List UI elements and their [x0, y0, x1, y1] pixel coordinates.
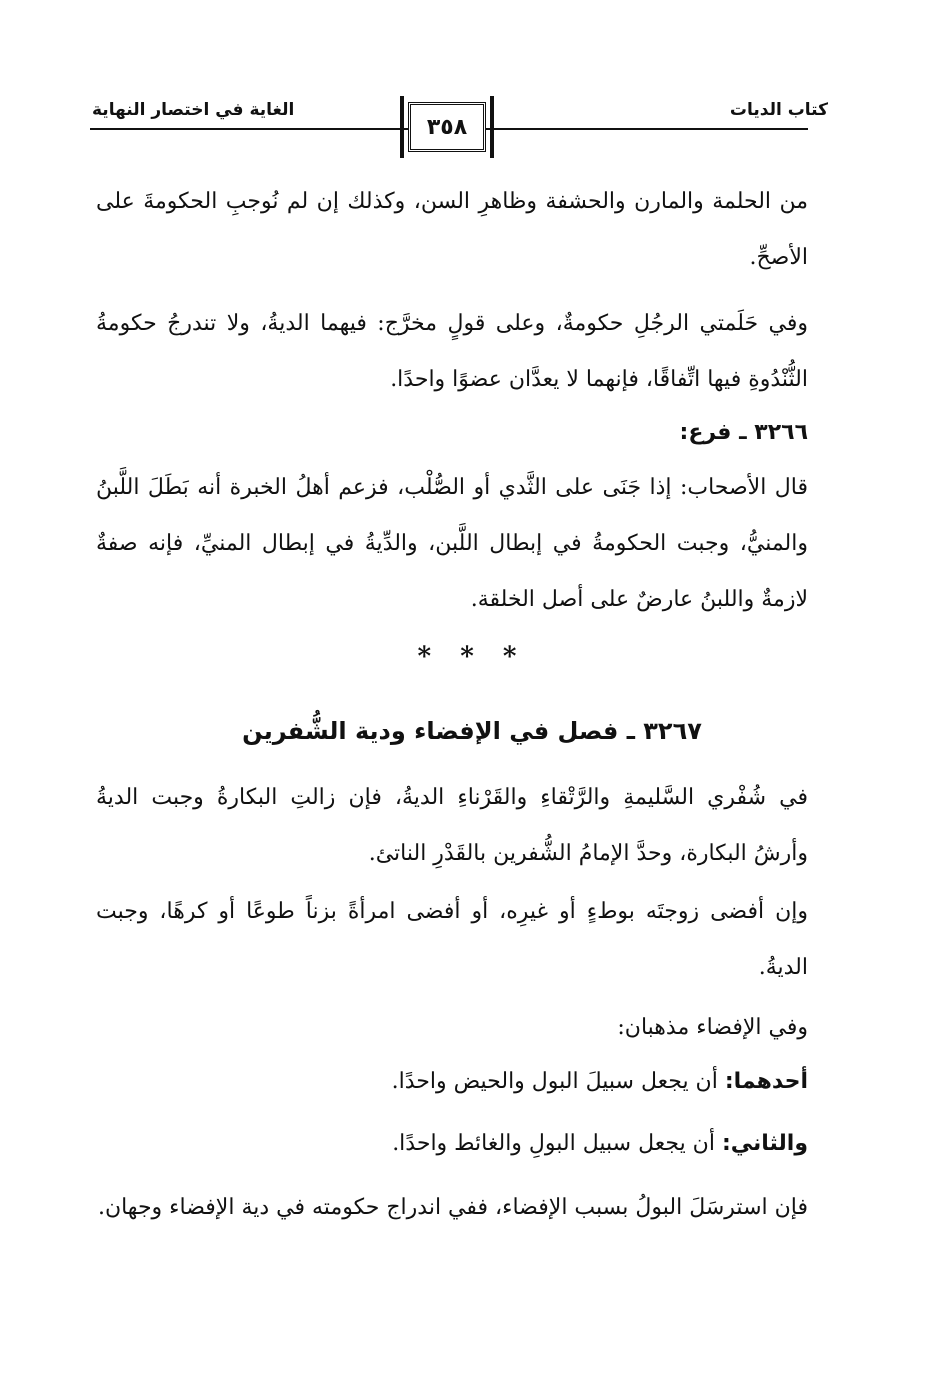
page-number: ٣٥٨: [426, 114, 468, 140]
paragraph-2: وفي حَلَمتي الرجُلِ حكومةٌ، وعلى قولٍ مخرَّج: فيهما الديةُ، ولا تندرجُ حكومةُ الثُّنْدُوةِ فيها اتِّفاقًا، فإنهما لا يعدَّان عضوًا واحدًا.: [96, 311, 808, 392]
page-box-ornament-left: [400, 96, 404, 158]
paragraph-3: قال الأصحاب: إذا جَنَى على الثَّدي أو الصُّلْب، فزعم أهلُ الخبرة أنه بَطَلَ اللَّبنُ والمنيُّ، وجبت الحكومةُ في إبطال اللَّبن، والدِّيةُ في إبطال المنيِّ، فإنه صفةٌ لازمةٌ واللبنُ عارضٌ على أصل الخلقة.: [96, 475, 808, 612]
section-separator: * * *: [417, 642, 527, 672]
section-heading-3267: ٣٢٦٧ ـ فصل في الإفضاء ودية الشُّفرين: [242, 717, 702, 745]
paragraph-4: في شُفْري السَّليمةِ والرَّتْقاءِ والقَرْناءِ الديةُ، فإن زالتِ البكارةُ وجبت الديةُ وأرشُ البكارة، وحدَّ الإمامُ الشُّفرين بالقَدْرِ الناتئ.: [96, 785, 808, 866]
first-view-text: أن يجعل سبيلَ البول والحيض واحدًا.: [391, 1069, 725, 1094]
first-view-label: أحدهما:: [724, 1069, 808, 1094]
running-header-chapter: كتاب الديات: [729, 100, 828, 120]
line-second-view: [392, 1120, 808, 1168]
page-number-box: [408, 102, 486, 152]
paragraph-6: فإن استرسَلَ البولُ بسبب الإفضاء، ففي اندراج حكومته في دية الإفضاء وجهان.: [97, 1195, 808, 1220]
running-header-book-title: الغاية في اختصار النهاية: [92, 100, 295, 120]
header-rule-right: [486, 128, 808, 130]
section-heading-3266: ٣٢٦٦ ـ فرع:: [679, 420, 808, 445]
second-view-label: والثاني:: [721, 1131, 808, 1156]
header-rule-left: [90, 128, 408, 130]
page-box-ornament-right: [490, 96, 494, 158]
second-view-text: أن يجعل سبيل البولِ والغائط واحدًا.: [392, 1131, 722, 1156]
paragraph-5: وإن أفضى زوجتَه بوطءٍ أو غيرِه، أو أفضى امرأةً بزناً طوعًا أو كرهًا، وجبت الديةُ.: [96, 899, 808, 980]
line-first-view: [392, 1058, 808, 1106]
line-madhhabs: وفي الإفضاء مذهبان:: [617, 1015, 808, 1040]
paragraph-1: من الحلمة والمارن والحشفة وظاهرِ السن، وكذلك إن لم نُوجبِ الحكومةَ على الأصحِّ.: [96, 189, 808, 270]
